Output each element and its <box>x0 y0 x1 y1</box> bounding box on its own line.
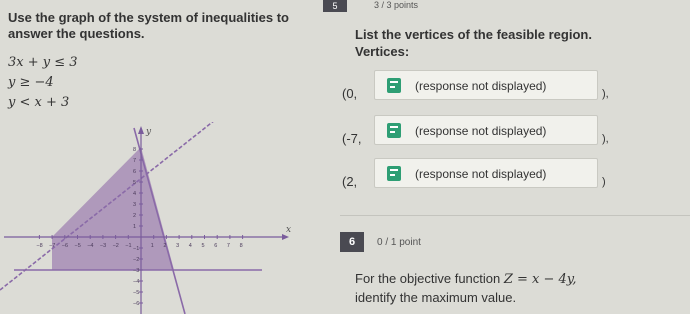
inequality-graph <box>0 122 300 314</box>
vertex-3-response-text: (response not displayed) <box>415 167 547 181</box>
inequality-1: 3x + y ≤ 3 <box>8 55 78 70</box>
q6-text-after: identify the maximum value. <box>355 290 517 305</box>
vertex-2-prefix: (-7, <box>342 131 362 146</box>
y-tick-label: −6 <box>133 301 140 307</box>
y-tick-label: 6 <box>133 169 137 175</box>
vertex-row-1 <box>340 70 690 110</box>
y-tick-label: −2 <box>133 257 140 263</box>
y-tick-label: 4 <box>133 191 137 197</box>
question-6-points: 0 / 1 point <box>377 237 421 248</box>
vertex-1-suffix: ), <box>602 88 609 100</box>
x-tick-label: 5 <box>201 243 205 249</box>
q6-text-before: For the objective function <box>355 271 504 286</box>
vertex-1-prefix: (0, <box>342 86 358 101</box>
y-tick-label: −5 <box>133 290 140 296</box>
y-axis-label: y <box>146 127 152 137</box>
q6-formula: Z = x − 4y, <box>503 272 577 287</box>
x-tick-label: −1 <box>125 243 132 249</box>
right-panel <box>340 0 690 314</box>
x-tick-label: −5 <box>74 243 81 249</box>
x-tick-label: −4 <box>87 243 94 249</box>
vertex-row-2 <box>340 115 690 155</box>
x-tick-label: 7 <box>226 243 230 249</box>
x-tick-label: 2 <box>163 243 167 249</box>
question-number-5: 5 <box>323 0 347 12</box>
question-5-points: 3 / 3 points <box>374 0 419 10</box>
vertex-3-response-box[interactable] <box>374 158 598 188</box>
vertex-row-3 <box>340 158 690 198</box>
vertices-label: Vertices: <box>355 44 410 59</box>
y-tick-label: 5 <box>133 180 137 186</box>
vertex-3-prefix: (2, <box>342 174 358 189</box>
x-tick-label: 3 <box>176 243 180 249</box>
vertex-2-response-box[interactable] <box>374 115 598 145</box>
x-axis-label: x <box>286 225 292 235</box>
vertices-question: List the vertices of the feasible region. <box>355 27 592 42</box>
y-tick-label: 8 <box>133 147 137 153</box>
x-tick-label: −8 <box>36 243 43 249</box>
y-tick-label: −4 <box>133 279 140 285</box>
vertex-3-suffix: ) <box>602 176 606 188</box>
response-icon <box>387 78 401 93</box>
question-6-text <box>355 270 577 307</box>
x-tick-label: 8 <box>239 243 243 249</box>
vertex-1-response-text: (response not displayed) <box>415 79 547 93</box>
x-tick-label: 4 <box>188 243 192 249</box>
x-tick-label: −2 <box>112 243 119 249</box>
x-tick-label: 1 <box>150 243 154 249</box>
vertex-1-response-box[interactable] <box>374 70 598 100</box>
x-tick-label: −3 <box>99 243 107 249</box>
inequality-3: y < x + 3 <box>8 95 70 110</box>
y-tick-label: −3 <box>133 268 140 274</box>
divider <box>340 215 690 216</box>
y-tick-label: 7 <box>133 158 137 164</box>
y-axis-arrow <box>138 126 144 134</box>
y-tick-label: 2 <box>133 213 137 219</box>
vertex-2-suffix: ), <box>602 133 609 145</box>
y-tick-label: 1 <box>133 224 137 230</box>
y-tick-label: −1 <box>133 246 140 252</box>
y-tick-label: 3 <box>133 202 137 208</box>
inequality-2: y ≥ −4 <box>8 75 54 90</box>
x-tick-label: 6 <box>214 243 218 249</box>
left-panel <box>0 0 340 314</box>
response-icon <box>387 123 401 138</box>
x-tick-label: −6 <box>61 243 69 249</box>
vertex-2-response-text: (response not displayed) <box>415 124 547 138</box>
x-tick-label: −7 <box>49 243 56 249</box>
instructions-text: Use the graph of the system of inequalities to answer the questions. <box>8 10 289 41</box>
question-number-6: 6 <box>340 232 364 252</box>
response-icon <box>387 166 401 181</box>
